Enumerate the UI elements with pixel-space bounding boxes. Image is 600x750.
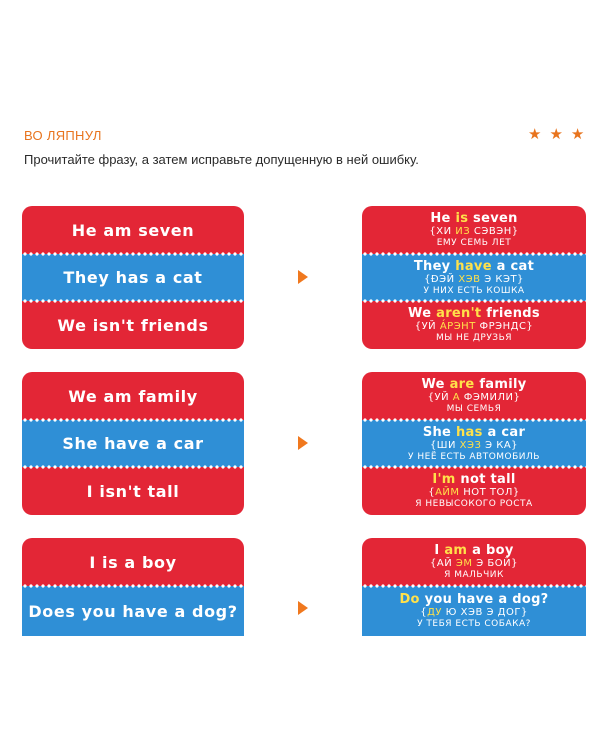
- corrected-phrase: She has a car: [422, 424, 526, 440]
- phrase-strip: [22, 372, 244, 420]
- phrase-strip: [22, 206, 244, 254]
- phrase-strip: [22, 538, 244, 586]
- answer-strip: [362, 420, 586, 467]
- wrong-phrase: They has a cat: [63, 268, 203, 287]
- correct-phrases-card: [362, 206, 586, 349]
- answer-strip: [362, 538, 586, 586]
- translation: Я МАЛЬЧИК: [444, 570, 504, 580]
- star-icon: ★: [528, 125, 542, 143]
- phrase-strip: [22, 586, 244, 636]
- wrong-phrase: I is a boy: [89, 552, 177, 572]
- phrase-strip: [22, 254, 244, 301]
- transcription: {ХИ ИЗ СЭВЭН}: [429, 226, 519, 237]
- star-icon: ★: [570, 125, 585, 143]
- answer-strip: [362, 254, 586, 301]
- difficulty-rating: [528, 126, 584, 142]
- transcription: {УЙ А́РЭНТ ФРЭНДС}: [414, 321, 534, 332]
- translation: ЕМУ СЕМЬ ЛЕТ: [436, 238, 512, 248]
- section-title: ВО ЛЯПНУЛ: [24, 128, 102, 143]
- star-icon: ★: [549, 125, 563, 143]
- translation: У ТЕБЯ ЕСТЬ СОБАКА?: [417, 619, 531, 629]
- corrected-phrase: We are family: [421, 377, 527, 392]
- transcription: {ДУ Ю ХЭВ Э ДОГ}: [420, 607, 528, 618]
- transcription: {ШИ ХЭЗ Э КА}: [429, 439, 519, 451]
- wrong-phrases-card: [22, 538, 244, 636]
- wrong-phrases-card: [22, 372, 244, 515]
- corrected-phrase: They have a cat: [413, 258, 535, 274]
- corrected-phrase: He is seven: [430, 211, 518, 226]
- corrected-phrase: I'm not tall: [432, 472, 516, 487]
- arrow-right-icon: [298, 436, 308, 450]
- corrected-phrase: Do you have a dog?: [399, 592, 549, 607]
- answer-strip: [362, 206, 586, 254]
- wrong-phrases-card: [22, 206, 244, 349]
- transcription: {УЙ А ФЭМИЛИ}: [427, 392, 521, 403]
- translation: У НЕЁ ЕСТЬ АВТОМОБИЛЬ: [408, 451, 540, 462]
- arrow-right-icon: [298, 270, 308, 284]
- wrong-phrase: He am seven: [71, 220, 195, 240]
- answer-strip: [362, 372, 586, 420]
- correct-phrases-card: [362, 538, 586, 636]
- answer-strip: [362, 467, 586, 515]
- correct-phrases-card: [362, 372, 586, 515]
- translation: МЫ НЕ ДРУЗЬЯ: [435, 333, 513, 343]
- wrong-phrase: I isn't tall: [86, 481, 180, 501]
- phrase-strip: [22, 467, 244, 515]
- wrong-phrase: She have a car: [62, 434, 204, 453]
- arrow-right-icon: [298, 601, 308, 615]
- translation: Я НЕВЫСОКОГО РОСТА: [415, 499, 533, 509]
- answer-strip: [362, 301, 586, 349]
- corrected-phrase: We aren't friends: [408, 306, 540, 321]
- transcription: {АЙ ЭМ Э БОЙ}: [430, 558, 518, 569]
- translation: МЫ СЕМЬЯ: [446, 404, 502, 414]
- phrase-strip: [22, 420, 244, 467]
- transcription: {ÐЭЙ ХЭВ Э КЭТ}: [424, 273, 524, 285]
- corrected-phrase: I am a boy: [434, 543, 514, 558]
- translation: У НИХ ЕСТЬ КОШКА: [423, 285, 525, 296]
- instruction-text: Прочитайте фразу, а затем исправьте допущенную в ней ошибку.: [24, 152, 419, 167]
- wrong-phrase: We am family: [68, 386, 198, 406]
- answer-strip: [362, 586, 586, 636]
- transcription: {АЙМ НОТ ТОЛ}: [428, 487, 520, 498]
- wrong-phrase: We isn't friends: [57, 315, 209, 335]
- phrase-strip: [22, 301, 244, 349]
- wrong-phrase: Does you have a dog?: [28, 601, 238, 621]
